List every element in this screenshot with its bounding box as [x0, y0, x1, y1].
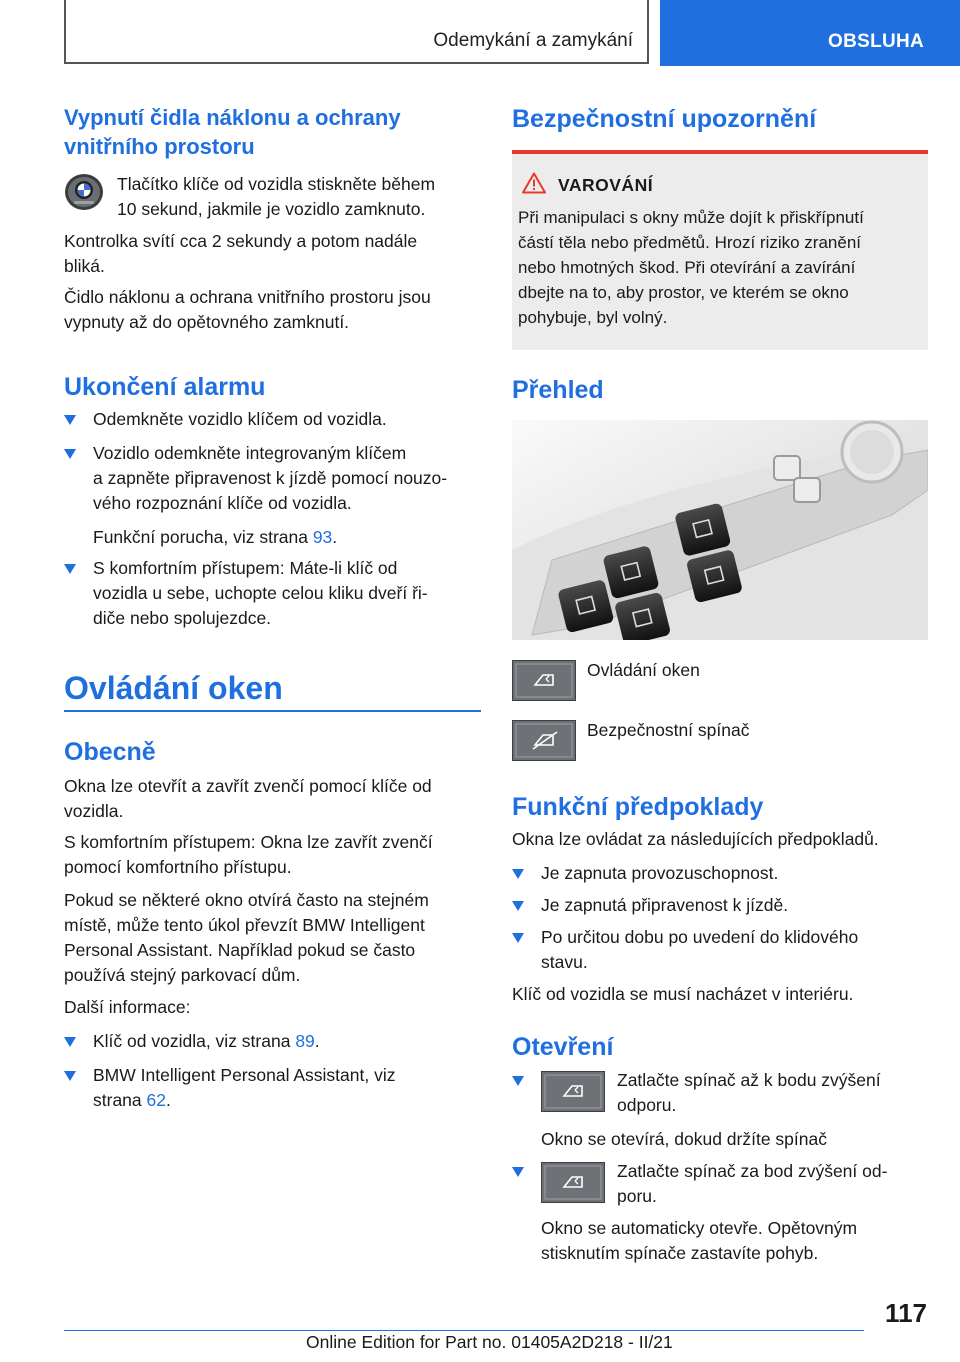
bullet-triangle-icon — [512, 1076, 524, 1086]
text-line: diče nebo spolujezdce. — [93, 608, 272, 628]
page-number: 117 — [885, 1298, 927, 1328]
text-line: strana — [93, 1090, 147, 1110]
heading-sensor-off — [64, 103, 481, 161]
list-item-text: Odemkněte vozidlo klíčem od vozidla. — [93, 409, 387, 429]
page-link[interactable]: 89 — [295, 1031, 315, 1051]
header-section-box — [64, 0, 649, 64]
note-text: Okno se otevírá, dokud držíte spínač — [541, 1129, 827, 1149]
text-line: pohybuje, byl volný. — [518, 308, 668, 327]
heading-windows: Ovládání oken — [64, 670, 283, 706]
warning-box — [512, 150, 928, 350]
heading-line: vnitřního prostoru — [64, 134, 255, 159]
window-switch-icon — [541, 1071, 605, 1112]
text-line: vozidla u sebe, uchopte celou kliku dveří ři‐ — [93, 583, 428, 603]
bullet-triangle-icon — [64, 564, 76, 574]
text-line: vozidla. — [64, 801, 124, 821]
text-line: Okna lze otevřít a zavřít zvenčí pomocí klíče od — [64, 776, 432, 796]
text-line: Po určitou dobu po uvedení do klidového — [541, 927, 859, 947]
heading-alarm-end: Ukončení alarmu — [64, 373, 266, 401]
text-line: pomocí komfortního přístupu. — [64, 857, 292, 877]
text-line: a zapněte připravenost k jízdě pomocí nouzo‐ — [93, 468, 448, 488]
window-switch-icon — [541, 1162, 605, 1203]
text-line: S komfortním přístupem: Máte-li klíč od — [93, 558, 398, 578]
paragraph — [64, 229, 481, 279]
warning-text — [518, 205, 926, 330]
text-line: částí těla nebo předmětů. Hrozí riziko zranění — [518, 233, 861, 252]
edition-note: Online Edition for Part no. 01405A2D218 - II/21 — [306, 1332, 673, 1352]
text-line: vypnuty až do opětovného zamknutí. — [64, 312, 350, 332]
legend-safety-switch: Bezpečnostní spínač — [587, 720, 750, 740]
heading-line: Vypnutí čidla náklonu a ochrany — [64, 105, 401, 130]
paragraph: Další informace: — [64, 997, 191, 1017]
text-line: poru. — [617, 1186, 657, 1206]
note-line: Funkční porucha, viz strana 93. — [93, 527, 338, 547]
paragraph: Klíč od vozidla se musí nacházet v interiéru. — [512, 984, 854, 1004]
window-switches-photo — [512, 420, 928, 640]
text-line: Zatlačte spínač za bod zvýšení od‐ — [617, 1161, 888, 1181]
text-line: bliká. — [64, 256, 105, 276]
text-line: stavu. — [541, 952, 588, 972]
text-line: Okno se automaticky otevře. Opětovným — [541, 1218, 858, 1238]
text-line: Personal Assistant. Například pokud se často — [64, 940, 416, 960]
bullet-triangle-icon — [64, 449, 76, 459]
text-line: dbejte na to, aby prostor, ve kterém se okno — [518, 283, 849, 302]
tab-obsluha[interactable] — [660, 0, 960, 66]
key-instruction — [117, 172, 481, 222]
text-line: místě, může tento úkol převzít BMW Intelligent — [64, 915, 425, 935]
bullet-triangle-icon — [64, 415, 76, 425]
footer-divider — [64, 1330, 864, 1331]
window-switch-icon — [512, 660, 576, 701]
bullet-triangle-icon — [64, 1037, 76, 1047]
paragraph — [64, 774, 481, 824]
bullet-triangle-icon — [512, 1167, 524, 1177]
section-title: Odemykání a zamykání — [433, 30, 633, 51]
paragraph — [64, 830, 481, 880]
warning-triangle-icon — [522, 172, 546, 194]
text-line: používá stejný parkovací dům. — [64, 965, 301, 985]
paragraph — [64, 888, 481, 988]
list-item-text: Je zapnuta provozuschopnost. — [541, 863, 779, 883]
bullet-triangle-icon — [512, 901, 524, 911]
warning-label: VAROVÁNÍ — [558, 175, 654, 195]
heading-prerequisites: Funkční předpoklady — [512, 793, 764, 821]
text-line: 10 sekund, jakmile je vozidlo zamknuto. — [117, 199, 426, 219]
bullet-triangle-icon — [64, 1071, 76, 1081]
note-text — [541, 1216, 926, 1266]
list-item-text: Je zapnutá připravenost k jízdě. — [541, 895, 789, 915]
text-line: Zatlačte spínač až k bodu zvýšení — [617, 1070, 881, 1090]
safety-switch-icon — [512, 720, 576, 761]
text-line: Čidlo náklonu a ochrana vnitřního prostoru jsou — [64, 287, 431, 307]
text-line: Vozidlo odemkněte integrovaným klíčem — [93, 443, 407, 463]
page-link[interactable]: 93 — [312, 527, 333, 547]
text-line: Pokud se některé okno otvírá často na stejném — [64, 890, 429, 910]
note-text: Funkční porucha, viz strana — [93, 527, 313, 547]
heading-general: Obecně — [64, 738, 156, 766]
heading-opening: Otevření — [512, 1033, 614, 1061]
text-line: BMW Intelligent Personal Assistant, viz — [93, 1065, 396, 1085]
paragraph: Okna lze ovládat za následujících předpokladů. — [512, 829, 879, 849]
text-line: Při manipulaci s okny může dojít k přiskřípnutí — [518, 208, 864, 227]
heading-overview: Přehled — [512, 376, 604, 404]
bmw-key-icon — [64, 172, 104, 212]
bullet-triangle-icon — [512, 869, 524, 879]
text-line: stisknutím spínače zastavíte pohyb. — [541, 1243, 819, 1263]
text-line: Kontrolka svítí cca 2 sekundy a potom nadále — [64, 231, 418, 251]
text-line: odporu. — [617, 1095, 677, 1115]
legend-window-control: Ovládání oken — [587, 660, 700, 680]
heading-safety: Bezpečnostní upozornění — [512, 105, 817, 133]
text-line: Tlačítko klíče od vozidla stiskněte během — [117, 174, 436, 194]
page-link[interactable]: 62 — [146, 1090, 166, 1110]
list-item-text: Klíč od vozidla, viz strana — [93, 1031, 296, 1051]
tab-label: OBSLUHA — [828, 31, 925, 52]
divider — [64, 710, 481, 712]
paragraph — [64, 285, 481, 335]
text-line: vého rozpoznání klíče od vozidla. — [93, 493, 352, 513]
bullet-triangle-icon — [512, 933, 524, 943]
text-line: nebo hmotných škod. Při otevírání a zavírání — [518, 258, 856, 277]
text-line: S komfortním přístupem: Okna lze zavřít zvenčí — [64, 832, 433, 852]
